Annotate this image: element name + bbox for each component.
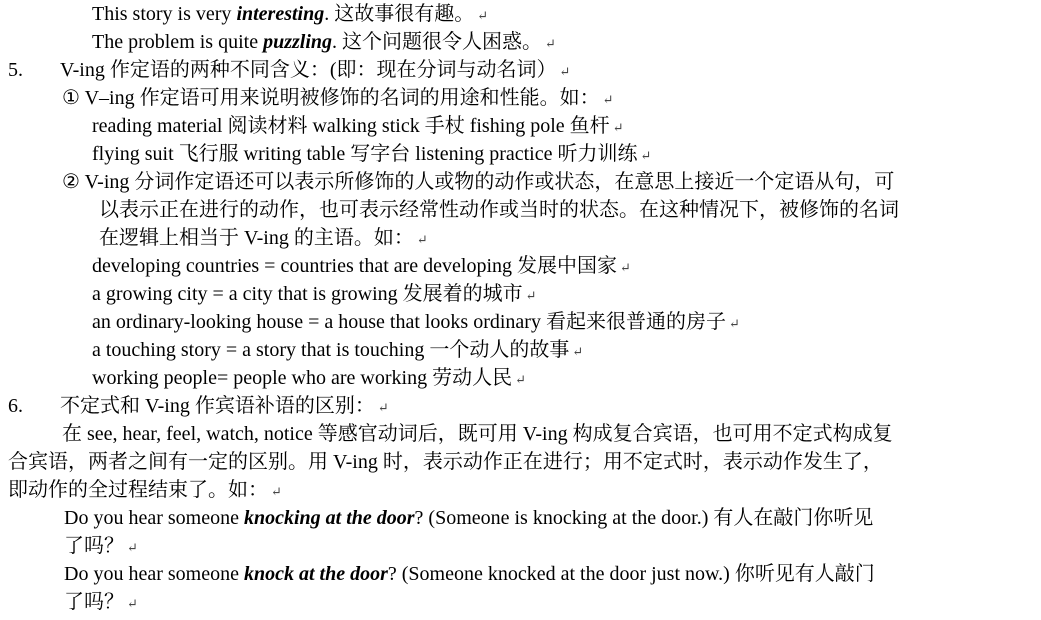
point-2-example-2 [92, 280, 537, 308]
point-1-example-2 [92, 140, 651, 168]
point-2-line-1 [62, 168, 894, 196]
paragraph-mark-icon: ↵ [127, 596, 138, 611]
example-text: flying suit 飞行服 writing table 写字台 listening practice 听力训练 [92, 143, 638, 165]
section-6-para-line-1 [62, 420, 893, 448]
section-number: 6. [8, 395, 23, 417]
point-2-example-5 [92, 364, 526, 392]
point-2-example-4 [92, 336, 583, 364]
example-translation: . 这故事很有趣。 [324, 3, 475, 25]
example-text: reading material 阅读材料 walking stick 手杖 fishing pole 鱼杆 [92, 115, 610, 137]
paragraph-mark-icon: ↵ [612, 120, 624, 135]
emphasis-word: interesting [236, 3, 325, 25]
section-6-heading [60, 392, 389, 420]
example-translation: 了吗？ [64, 535, 124, 557]
example-text: a growing city = a city that is growing 发展着的城市 [92, 283, 523, 305]
paragraph-text: 即动作的全过程结束了。如： [8, 479, 268, 501]
paragraph-mark-icon: ↵ [572, 344, 584, 359]
point-bullet: ② [62, 171, 80, 193]
section-6-para-line-3 [8, 476, 282, 504]
section-6-number [8, 392, 23, 420]
paragraph-mark-icon: ↵ [477, 8, 489, 23]
point-text: 以表示正在进行的动作，也可表示经常性动作或当时的状态。在这种情况下，被修饰的名词 [99, 199, 899, 221]
example-text: an ordinary-looking house = a house that looks ordinary 看起来很普通的房子 [92, 311, 726, 333]
emphasis-word: puzzling [263, 31, 333, 53]
paragraph-mark-icon: ↵ [640, 148, 652, 163]
paragraph-mark-icon: ↵ [377, 400, 389, 415]
paragraph-mark-icon: ↵ [602, 92, 614, 107]
example-text: Do you hear someone [64, 563, 244, 585]
paragraph-mark-icon: ↵ [127, 540, 138, 555]
example-explanation: ? (Someone knocked at the door just now.) 你听见有人敲门 [387, 563, 875, 585]
section-5-heading [60, 56, 570, 84]
example-text: The problem is quite [92, 31, 264, 53]
section-5-number [8, 56, 23, 84]
paragraph-mark-icon: ↵ [559, 64, 571, 79]
paragraph-mark-icon: ↵ [271, 484, 282, 499]
point-1 [62, 84, 613, 112]
point-2-line-2 [99, 196, 899, 224]
paragraph-text: 合宾语，两者之间有一定的区别。用 V-ing 时，表示动作正在进行；用不定式时，表示动作发生了， [8, 451, 883, 473]
example-translation: . 这个问题很令人困惑。 [332, 31, 543, 53]
example-puzzling [92, 28, 556, 56]
section-6-example-1 [64, 504, 873, 532]
paragraph-mark-icon: ↵ [416, 232, 428, 247]
point-1-example-1 [92, 112, 624, 140]
paragraph-text: 在 see, hear, feel, watch, notice 等感官动词后，既可用 V-ing 构成复合宾语，也可用不定式构成复 [62, 423, 893, 445]
section-6-para-line-2 [8, 448, 883, 476]
example-translation: 了吗？ [64, 591, 124, 613]
section-6-example-1-cont [64, 532, 138, 560]
paragraph-mark-icon: ↵ [525, 288, 537, 303]
point-bullet: ① [62, 87, 80, 109]
paragraph-mark-icon: ↵ [728, 316, 740, 331]
point-text: V–ing 作定语可用来说明被修饰的名词的用途和性能。如： [84, 87, 600, 109]
point-2-example-1 [92, 252, 631, 280]
paragraph-mark-icon: ↵ [515, 372, 526, 387]
paragraph-mark-icon: ↵ [545, 36, 556, 51]
point-text: 在逻辑上相当于 V-ing 的主语。如： [99, 227, 414, 249]
example-text: developing countries = countries that are developing 发展中国家 [92, 255, 618, 277]
paragraph-mark-icon: ↵ [620, 260, 631, 275]
heading-text: 不定式和 V-ing 作宾语补语的区别： [60, 395, 375, 417]
section-6-example-2-cont [64, 588, 138, 616]
example-text: a touching story = a story that is touching 一个动人的故事 [92, 339, 570, 361]
emphasis-phrase: knock at the door [243, 563, 388, 585]
example-text: This story is very [92, 3, 237, 25]
emphasis-phrase: knocking at the door [243, 507, 415, 529]
section-number: 5. [8, 59, 23, 81]
section-6-example-2 [64, 560, 875, 588]
example-interesting [92, 0, 488, 28]
example-explanation: ? (Someone is knocking at the door.) 有人在敲门你听见 [414, 507, 874, 529]
point-text: V-ing 分词作定语还可以表示所修饰的人或物的动作或状态，在意思上接近一个定语从句，可 [84, 171, 895, 193]
point-2-line-3 [99, 224, 428, 252]
heading-text: V-ing 作定语的两种不同含义：(即：现在分词与动名词） [60, 59, 557, 81]
example-text: working people= people who are working 劳动人民 [92, 367, 513, 389]
point-2-example-3 [92, 308, 740, 336]
example-text: Do you hear someone [64, 507, 244, 529]
